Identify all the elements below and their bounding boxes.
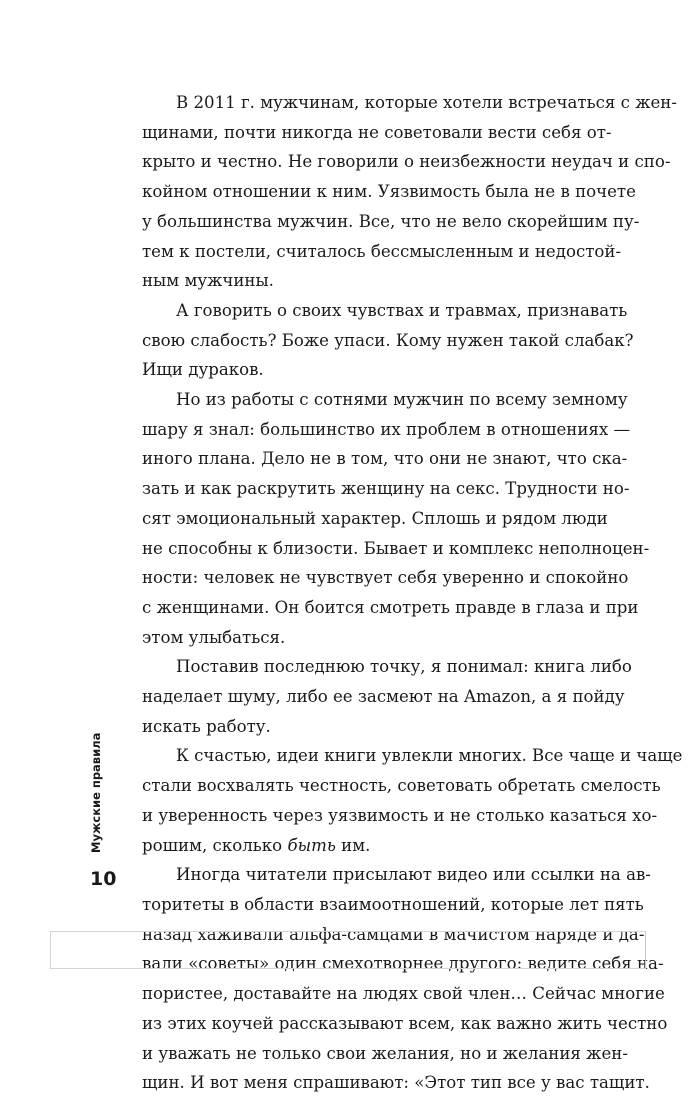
paragraph-1 <box>142 88 677 296</box>
text-line: Поставив последнюю точку, я понимал: книга либо <box>176 657 632 677</box>
text-line: зать и как раскрутить женщину на секс. Трудности но- <box>142 479 630 499</box>
text-line: Иногда читатели присылают видео или ссылки на ав- <box>176 865 651 885</box>
text-line: щинами, почти никогда не советовали вести себя от- <box>142 122 612 142</box>
text-line: Ищи дураков. <box>142 360 264 380</box>
text-line: торитеты в области взаимоотношений, которые лет пять <box>142 894 644 914</box>
text-line: щин. И вот меня спрашивают: «Этот тип все у вас тащит. <box>142 1073 650 1093</box>
text-line: у большинства мужчин. Все, что не вело скорейшим пу- <box>142 211 640 231</box>
paragraph-6 <box>142 860 668 1098</box>
text-line: вали «советы» один смехотворнее другого: ведите себя на- <box>142 954 664 974</box>
page-number: 10 <box>90 868 117 890</box>
text-line: К счастью, идеи книги увлекли многих. Все чаще и чаще <box>176 746 683 766</box>
text-line: с женщинами. Он боится смотреть правде в глаза и при <box>142 597 639 617</box>
text-line: и уважать не только свои желания, но и желания жен- <box>142 1043 628 1063</box>
emphasis-text: быть <box>287 835 336 855</box>
text-line <box>142 831 600 861</box>
text-fragment: им. <box>335 835 371 855</box>
text-line: ности: человек не чувствует себя уверенно и спокойно <box>142 568 629 588</box>
text-line: тем к постели, считалось бессмысленным и недостой- <box>142 241 622 261</box>
footer-frame <box>50 931 646 969</box>
text-line: ным мужчины. <box>142 271 274 291</box>
text-line: койном отношении к ним. Уязвимость была не в почете <box>142 182 636 202</box>
text-line: В 2011 г. мужчинам, которые хотели встречаться с жен- <box>176 93 677 112</box>
paragraph-2 <box>142 296 634 385</box>
text-line: стали восхвалять честность, советовать обретать смелость <box>142 776 661 796</box>
paragraph-4 <box>142 652 632 741</box>
text-line: искать работу. <box>142 716 271 736</box>
text-line: наделает шуму, либо ее засмеют на Amazon, а я пойду <box>142 687 625 707</box>
text-line: шару я знал: большинство их проблем в отношениях — <box>142 419 631 439</box>
text-line: крыто и честно. Не говорили о неизбежности неудач и спо- <box>142 152 671 172</box>
text-line: не способны к близости. Бывает и комплекс неполноцен- <box>142 538 650 558</box>
text-line: А говорить о своих чувствах и травмах, признавать <box>176 300 628 320</box>
paragraph-5 <box>142 741 683 860</box>
text-line: назад хаживали альфа-самцами в мачистом наряде и да- <box>142 924 645 944</box>
text-line: иного плана. Дело не в том, что они не знают, что ска- <box>142 449 628 469</box>
running-title: Мужские правила <box>89 732 103 853</box>
text-line: свою слабость? Боже упаси. Кому нужен такой слабак? <box>142 330 634 350</box>
text-line: пористее, доставайте на людях свой член… Сейчас многие <box>142 984 665 1004</box>
text-line: Но из работы с сотнями мужчин по всему земному <box>176 390 628 410</box>
text-line: и уверенность через уязвимость и не столько казаться хо- <box>142 805 658 825</box>
text-line: этом улыбаться. <box>142 627 286 647</box>
text-line: из этих коучей рассказывают всем, как важно жить честно <box>142 1013 668 1033</box>
paragraph-3 <box>142 385 650 652</box>
text-fragment: рошим, сколько <box>142 835 288 855</box>
text-line: сят эмоциональный характер. Сплошь и рядом люди <box>142 508 608 528</box>
